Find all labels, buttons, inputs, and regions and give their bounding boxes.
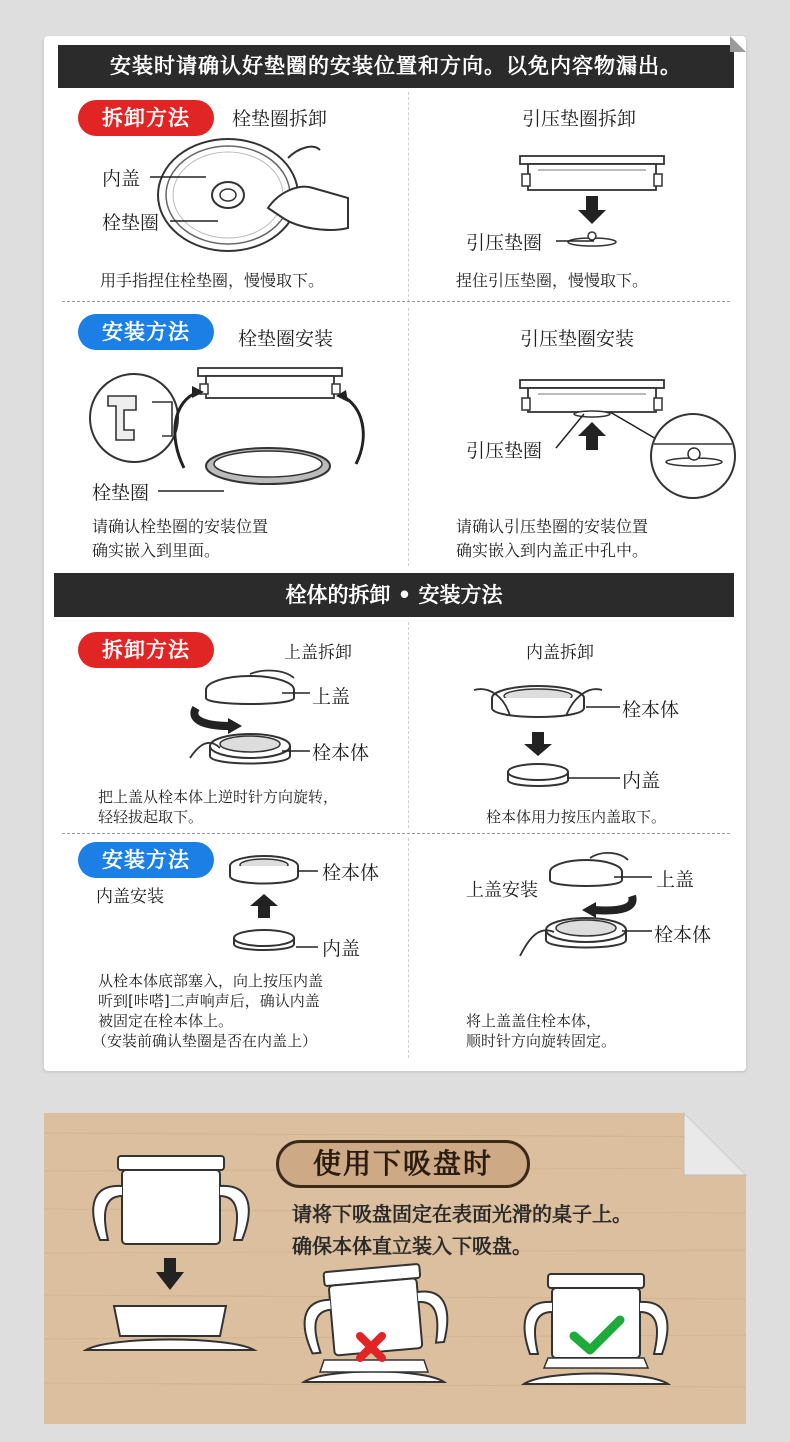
s2-q3-caption-line1: 从栓本体底部塞入，向上按压内盖 [98,972,324,990]
q3-title: 栓垫圈安装 [238,328,334,350]
label-plug-body: 栓本体 [622,699,680,721]
label-plug-body: 栓本体 [654,924,712,946]
label-plug-gasket: 栓垫圈 [102,212,160,234]
leader-line [150,176,210,178]
q3-caption-line2: 确实嵌入到里面。 [92,541,221,560]
label-top-lid: 上盖 [656,869,695,891]
leader-line [282,750,312,752]
page-fold-corner [730,36,746,52]
s2-q4-caption-line2: 顺时针方向旋转固定。 [466,1032,617,1050]
tilted-cup-wrong-illustration [294,1262,454,1392]
cup-suction-steps-illustration [80,1150,260,1390]
label-pressure-gasket: 引压垫圈 [466,440,543,462]
divider-vertical [408,308,409,566]
leader-line [282,692,312,694]
label-inner-lid: 内盖 [322,938,361,960]
q3-caption-line1: 请确认栓垫圈的安装位置 [92,517,269,536]
inner-lid-removal-illustration [474,676,624,792]
leader-line [158,490,228,492]
s2-q4-title: 上盖安装 [466,880,538,901]
divider-vertical [408,838,409,1058]
leader-line [622,930,654,932]
s2-q3-title: 内盖安装 [96,887,164,907]
q2-title: 引压垫圈拆卸 [522,108,637,130]
upright-cup-correct-illustration [516,1268,676,1392]
s2-q1-caption-line2: 轻轻拔起取下。 [98,808,204,826]
s2-q1-caption-line1: 把上盖从栓本体上逆时针方向旋转， [98,788,339,806]
top-lid-removal-illustration [190,668,320,778]
pressure-gasket-install-illustration [518,376,738,502]
leader-line [556,240,596,242]
install-method-tag: 安装方法 [78,842,214,878]
divider-vertical [408,92,409,302]
inner-lid-install-illustration [226,850,316,960]
leader-line [556,412,596,452]
section2-header-bar [54,573,734,617]
s2-q2-caption: 栓本体用力按压内盖取下。 [486,808,667,826]
divider-dashed [62,301,730,302]
suction-title: 使用下吸盘时 [312,1147,493,1180]
leader-line [298,870,320,872]
q4-title: 引压垫圈安装 [520,328,635,350]
install-method-tag: 安装方法 [78,314,214,350]
leader-line [568,777,622,779]
suction-line1: 请将下吸盘固定在表面光滑的桌子上。 [292,1202,632,1226]
leader-line [170,220,220,222]
leader-line [614,876,654,878]
divider-dashed [62,833,730,834]
label-plug-body: 栓本体 [312,742,370,764]
label-plug-gasket: 栓垫圈 [92,482,150,504]
label-plug-body: 栓本体 [322,862,380,884]
q1-caption: 用手指捏住栓垫圈，慢慢取下。 [100,271,325,290]
divider-vertical [408,622,409,828]
q2-caption: 捏住引压垫圈，慢慢取下。 [456,271,649,290]
q4-caption-line1: 请确认引压垫圈的安装位置 [456,517,649,536]
leader-line [296,946,320,948]
label-inner-lid: 内盖 [102,168,141,190]
page-curl-corner [684,1113,746,1175]
top-lid-install-illustration [520,846,640,966]
s2-q3-caption-line4: （安装前确认垫圈是否在内盖上） [92,1032,318,1050]
remove-method-tag: 拆卸方法 [78,632,214,668]
leader-line [586,706,622,708]
suction-line2: 确保本体直立装入下吸盘。 [292,1234,532,1258]
label-inner-lid: 内盖 [622,770,661,792]
section2-header: 栓体的拆卸 • 安装方法 [285,583,503,607]
label-top-lid: 上盖 [312,686,351,708]
lid-gasket-illustration [148,138,348,258]
header-title: 安装时请确认好垫圈的安装位置和方向。以免内容物漏出。 [110,54,682,78]
s2-q2-title: 内盖拆卸 [526,643,594,663]
s2-q4-caption-line1: 将上盖盖住栓本体， [466,1012,602,1030]
s2-q3-caption-line2: 听到[咔嗒]二声响声后，确认内盖 [98,992,320,1010]
header-bar [58,45,734,88]
s2-q1-title: 上盖拆卸 [284,643,352,663]
q1-title: 栓垫圈拆卸 [232,108,328,130]
label-pressure-gasket: 引压垫圈 [466,232,543,254]
s2-q3-caption-line3: 被固定在栓本体上。 [98,1012,234,1030]
q4-caption-line2: 确实嵌入到内盖正中孔中。 [456,541,649,560]
remove-method-tag: 拆卸方法 [78,100,214,136]
